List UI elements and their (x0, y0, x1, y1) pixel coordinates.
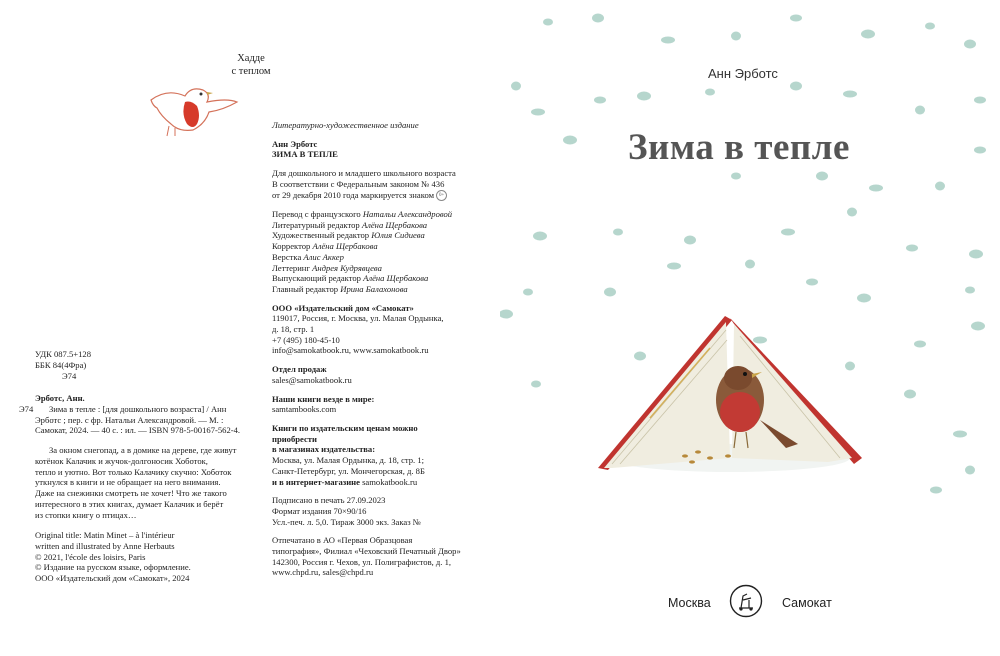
snowflake (531, 109, 545, 116)
dedication-line: с теплом (231, 66, 271, 77)
snowflake (969, 250, 983, 259)
snowflake (847, 208, 857, 217)
dedication (206, 52, 296, 78)
cover-author: Анн Эрботс (708, 66, 778, 81)
snowflake (915, 106, 925, 115)
snowflake (965, 466, 975, 475)
annotation: За окном снегопад, а в домике на дереве, где живут котёнок Калачик и жучок-долгоносик Хоботок, тепло и уютно. Вот только Калачику скучно: Хоботок уткнулся в книги и не обращает на него внимания. Даже на снежинки смотреть не хочет! Что же такого интересного в этих книгах, думает Калачик и берёт из стопки книгу о птицах… (35, 445, 237, 520)
credits: Перевод с французского Натальи Александровой Литературный редактор Алёна Щербакова Художественный редактор Юлия Сидиева Корректор Алёна Щербакова Верстка Алис Аккер Леттеринг Андрея Кудрявцева Выпускающий редактор Алёна Щербакова Главный редактор Ирина Балахонова (272, 209, 453, 294)
samokat-logo-icon (729, 584, 763, 618)
snowflake (904, 390, 916, 399)
age-line: Для дошкольного и младшего школьного возраста (272, 168, 456, 179)
imprint-author: Анн Эрботс (272, 138, 318, 149)
snowflake (790, 15, 802, 22)
snowflake (974, 97, 986, 104)
udc-block: УДК 087.5+128 ББК 84(4Фра) Э74 (35, 349, 92, 381)
snowflake (869, 185, 883, 192)
title-page (500, 0, 1000, 656)
snowflake (971, 322, 985, 331)
bird-sketch-icon (147, 80, 239, 138)
snowflake (705, 89, 715, 96)
snowflake (806, 279, 818, 286)
snowflake (543, 19, 553, 26)
snowflake (592, 14, 604, 23)
imprint-block (272, 120, 502, 586)
print-info: Подписано в печать 27.09.2023 Формат издания 70×90/16 Усл.-печ. л. 5,0. Тираж 3000 экз. Заказ № (272, 495, 421, 527)
snowflake (914, 341, 926, 348)
city: Москва (668, 596, 711, 610)
snowflake (731, 173, 741, 180)
snowflake (500, 310, 513, 319)
snowflake (745, 260, 755, 269)
snowflake (731, 32, 741, 41)
snowflake (964, 40, 976, 49)
buy-info: Книги по издательским ценам можно приобрести в магазинах издательства: Москва, ул. Малая Ордынка, д. 18, стр. 1; Санкт-Петербург, ул. Мончегорская, д. 8Б и в интернет-магазине samokatbook.ru (272, 423, 425, 487)
snowflake (613, 229, 623, 236)
snowflake (935, 182, 945, 191)
snowflake (684, 236, 696, 245)
book-bird-illustration (590, 308, 870, 478)
publisher-info: ООО «Издательский дом «Самокат» 119017, Россия, г. Москва, ул. Малая Ордынка, д. 18, стр. 1 +7 (495) 180-45-10 info@samokatbook.ru, www.samokatbook.ru (272, 302, 444, 356)
snowflake (781, 229, 795, 236)
age-mark-icon: 0+ (436, 190, 447, 201)
snowflake (594, 97, 606, 104)
snowflake (637, 92, 651, 101)
snowflake (604, 288, 616, 297)
snowflake (925, 23, 935, 30)
publisher-name: Самокат (782, 596, 832, 610)
snowflake (861, 30, 875, 39)
snowflake (533, 232, 547, 241)
snowflake (857, 294, 871, 303)
cover-title: Зима в тепле (628, 127, 850, 168)
snowflake (511, 82, 521, 91)
snowflake (906, 245, 918, 252)
copyright-block: Original title: Matin Minet – à l'intérieur written and illustrated by Anne Herbauts © 2021, l'école des loisirs, Paris © Издание на русском языке, оформление. ООО «Издательский дом «Самокат», 2024 (35, 530, 191, 584)
snowflake (953, 431, 967, 438)
snowflake (843, 91, 857, 98)
printer-info: Отпечатано в АО «Первая Образцовая типография», Филиал «Чеховский Печатный Двор» 142300, Россия г. Чехов, ул. Полиграфистов, д. 1, www.chpd.ru, sales@chpd.ru (272, 535, 461, 578)
snowflake (965, 287, 975, 294)
snowflake (563, 136, 577, 145)
web-info: Наши книги везде в мире: samtambooks.com (272, 393, 375, 415)
imprint-title: ЗИМА В ТЕПЛЕ (272, 149, 338, 160)
snowflake (523, 289, 533, 296)
age-line: В соответствии с Федеральным законом № 436 (272, 178, 445, 189)
snowflake (531, 381, 541, 388)
snowflake (974, 147, 986, 154)
age-line: от 29 декабря 2010 года маркируется знаком (272, 189, 435, 200)
catalog-entry: Эрботс, Анн. Э74 Зима в тепле : [для дошкольного возраста] / Анн Эрботс ; пер. с фр. Натальи Александровой. — М. : Самокат, 2024. — 40 с. : ил. — ISBN 978-5-00167-562-4. (19, 393, 241, 436)
snowflake (667, 263, 681, 270)
snowflake (661, 37, 675, 44)
genre: Литературно-художественное издание (272, 120, 419, 130)
snowflake (930, 487, 942, 494)
sales-info: Отдел продаж sales@samokatbook.ru (272, 364, 352, 385)
dedication-line: Хадде (237, 53, 265, 64)
snowflake (816, 172, 828, 181)
snowflake (790, 82, 802, 91)
